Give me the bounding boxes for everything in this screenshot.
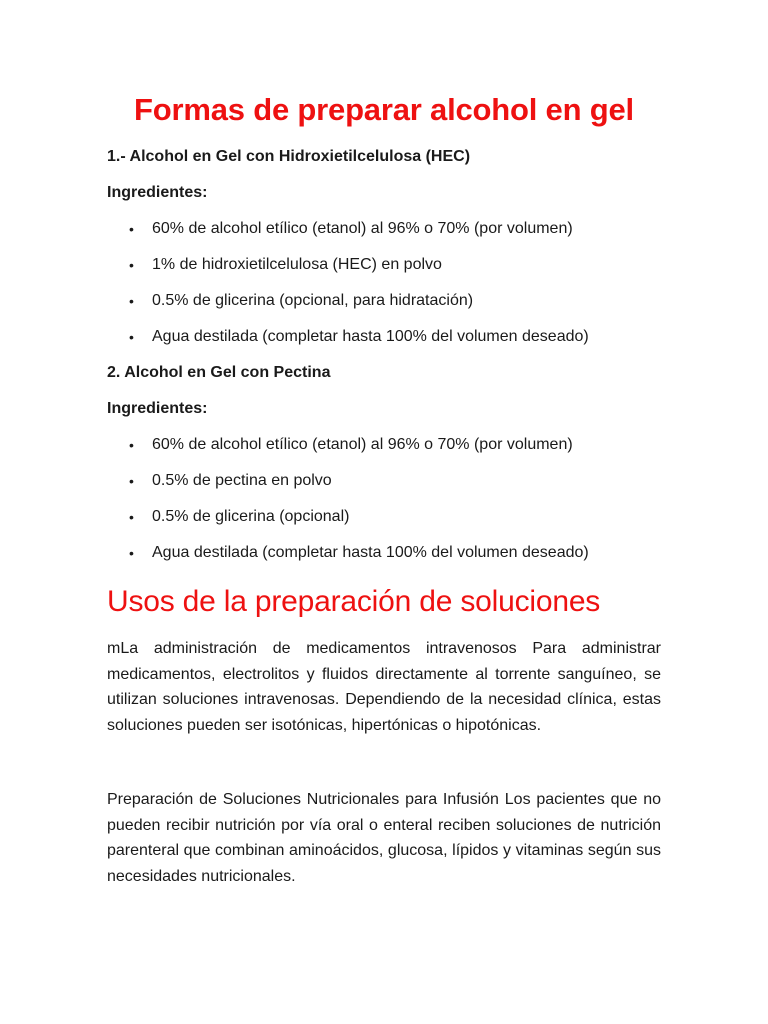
bullet-icon: • <box>129 257 134 273</box>
recipe-1-ingredients-label: Ingredientes: <box>107 184 208 201</box>
list-item <box>107 506 661 528</box>
list-item <box>107 470 661 492</box>
bullet-icon: • <box>129 545 134 561</box>
list-item-text: Agua destilada (completar hasta 100% del volumen deseado) <box>152 544 589 561</box>
list-item-text: 0.5% de pectina en polvo <box>152 472 332 489</box>
section-title: Usos de la preparación de soluciones <box>107 585 601 618</box>
list-item-text: 1% de hidroxietilcelulosa (HEC) en polvo <box>152 256 442 273</box>
list-item-text: 0.5% de glicerina (opcional) <box>152 508 350 525</box>
list-item-text: Agua destilada (completar hasta 100% del volumen deseado) <box>152 328 589 345</box>
recipe-1-heading: 1.- Alcohol en Gel con Hidroxietilcelulosa (HEC) <box>107 148 471 165</box>
list-item <box>107 254 661 276</box>
list-item-text: 0.5% de glicerina (opcional, para hidratación) <box>152 292 474 309</box>
document-title: Formas de preparar alcohol en gel <box>134 92 634 127</box>
section-paragraph-1: mLa administración de medicamentos intravenosos Para administrar medicamentos, electrolitos y fluidos directamente al torrente sanguíneo, se utilizan soluciones intravenosas. Dependiendo de la necesidad clínica, estas soluciones pueden ser isotónicas, hipertónicas o hipotónicas. <box>107 640 661 734</box>
bullet-icon: • <box>129 293 134 309</box>
bullet-icon: • <box>129 329 134 345</box>
recipe-2-ingredients-label: Ingredientes: <box>107 400 208 417</box>
recipe-1-ingredient-list <box>107 218 661 348</box>
recipe-2-ingredient-list <box>107 434 661 564</box>
list-item <box>107 218 661 240</box>
bullet-icon: • <box>129 437 134 453</box>
list-item <box>107 326 661 348</box>
list-item-text: 60% de alcohol etílico (etanol) al 96% o 70% (por volumen) <box>152 436 573 453</box>
recipe-2-heading: 2. Alcohol en Gel con Pectina <box>107 364 331 381</box>
list-item <box>107 290 661 312</box>
list-item-text: 60% de alcohol etílico (etanol) al 96% o 70% (por volumen) <box>152 220 573 237</box>
section-paragraph-2: Preparación de Soluciones Nutricionales para Infusión Los pacientes que no pueden recibir nutrición por vía oral o enteral reciben soluciones de nutrición parenteral que combinan aminoácidos, glucosa, lípidos y vitaminas según sus necesidades nutricionales. <box>107 791 661 885</box>
bullet-icon: • <box>129 221 134 237</box>
bullet-icon: • <box>129 473 134 489</box>
document-body <box>107 88 661 889</box>
list-item <box>107 542 661 564</box>
bullet-icon: • <box>129 509 134 525</box>
list-item <box>107 434 661 456</box>
